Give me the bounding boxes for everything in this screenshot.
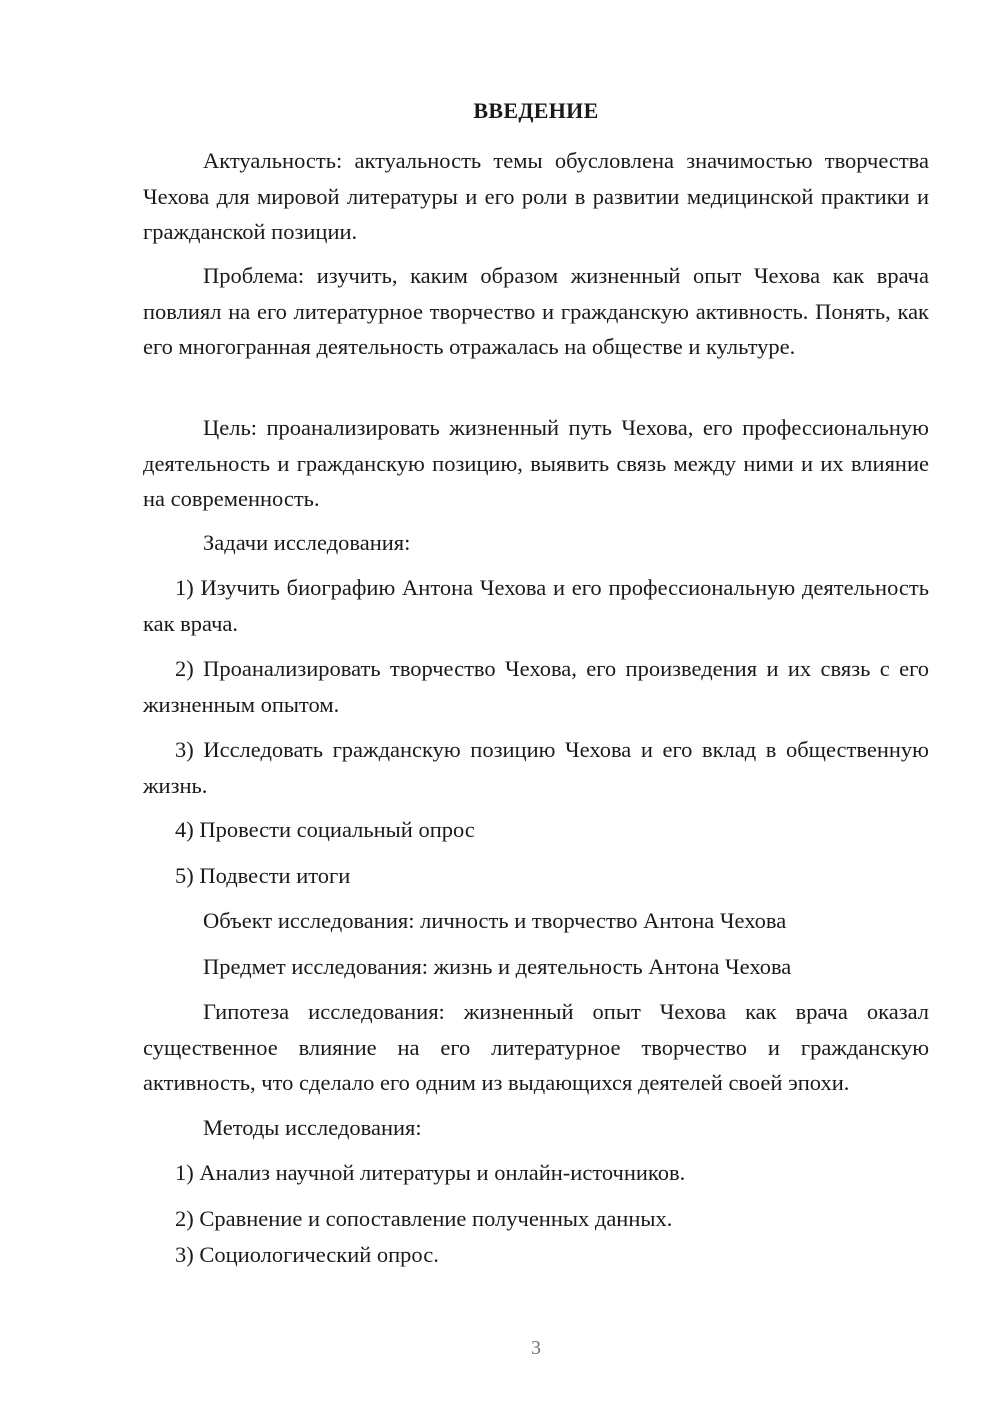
page-number: 3 bbox=[531, 1337, 541, 1359]
paragraph-goal: Цель: проанализировать жизненный путь Чехова, его профессиональную деятельность и гражданскую позицию, выявить связь между ними и их влияние на современность. bbox=[143, 415, 929, 511]
paragraph-object: Объект исследования: личность и творчество Антона Чехова bbox=[203, 908, 787, 933]
list-item-task-2: 2) Проанализировать творчество Чехова, его произведения и их связь с его жизненным опытом. bbox=[143, 656, 929, 717]
list-item-task-4: 4) Провести социальный опрос bbox=[175, 817, 475, 842]
paragraph-methods-heading: Методы исследования: bbox=[203, 1115, 422, 1140]
list-item-method-1: 1) Анализ научной литературы и онлайн-источников. bbox=[175, 1160, 686, 1185]
document-page bbox=[143, 0, 929, 1414]
paragraph-problem: Проблема: изучить, каким образом жизненный опыт Чехова как врача повлиял на его литературное творчество и гражданскую активность. Понять, как его многогранная деятельность отражалась на обществе и культуре. bbox=[143, 263, 929, 359]
list-item-method-3: 3) Социологический опрос. bbox=[175, 1242, 439, 1267]
list-item-method-2: 2) Сравнение и сопоставление полученных данных. bbox=[175, 1206, 673, 1231]
paragraph-hypothesis: Гипотеза исследования: жизненный опыт Чехова как врача оказал существенное влияние на его литературное творчество и гражданскую активность, что сделало его одним из выдающихся деятелей своей эпохи. bbox=[143, 999, 929, 1095]
paragraph-subject: Предмет исследования: жизнь и деятельность Антона Чехова bbox=[203, 954, 792, 979]
list-item-task-3: 3) Исследовать гражданскую позицию Чехова и его вклад в общественную жизнь. bbox=[143, 737, 929, 798]
paragraph-tasks-heading: Задачи исследования: bbox=[203, 530, 411, 555]
paragraph-relevance: Актуальность: актуальность темы обусловлена значимостью творчества Чехова для мировой литературы и его роли в развитии медицинской практики и гражданской позиции. bbox=[143, 148, 929, 244]
list-item-task-5: 5) Подвести итоги bbox=[175, 863, 351, 888]
page-title: ВВЕДЕНИЕ bbox=[473, 98, 599, 123]
list-item-task-1: 1) Изучить биографию Антона Чехова и его профессиональную деятельность как врача. bbox=[143, 575, 929, 636]
